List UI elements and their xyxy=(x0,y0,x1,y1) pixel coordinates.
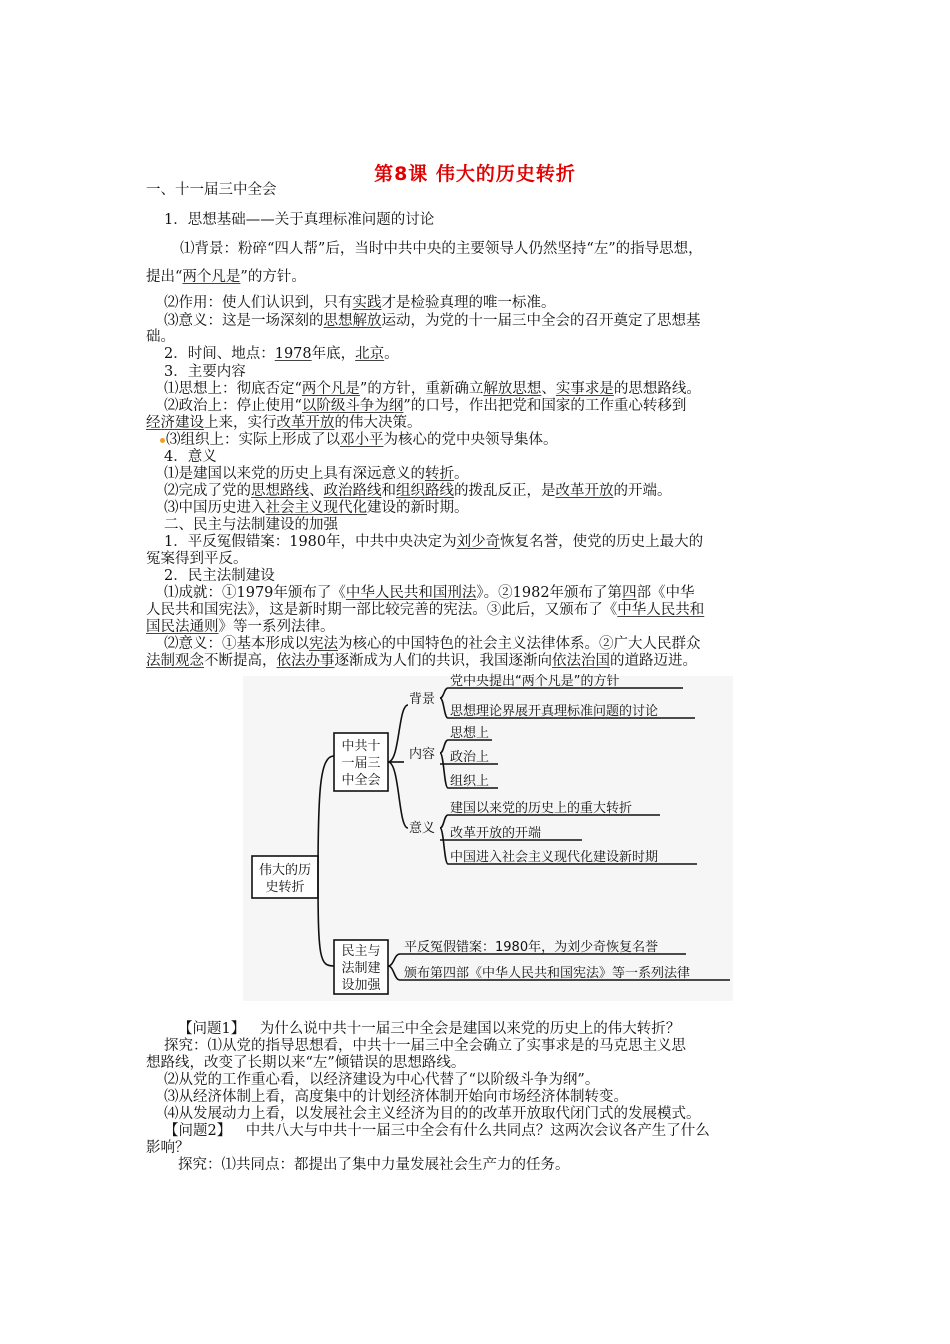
rehabilitation-line-2: 冤案得到平反。 xyxy=(146,551,248,567)
section-heading-2: 二、民主与法制建设的加强 xyxy=(164,517,338,533)
legal-significance-line-1: ⑵意义：①基本形成以宪法为核心的中国特色的社会主义法律体系。②广大人民群众 xyxy=(164,636,701,652)
content-label: 内容 xyxy=(409,747,436,762)
content-leaf-3: 组织上 xyxy=(450,774,490,789)
answer-1-line-3: ⑵从党的工作重心看，以经济建设为中心代替了“以阶级斗争为纲”。 xyxy=(164,1072,600,1088)
root-label-2: 史转折 xyxy=(265,880,305,895)
significance-label: 意义 xyxy=(409,821,436,836)
section-heading-1: 一、十一届三中全会 xyxy=(146,182,277,198)
question-2-line-2: 影响？ xyxy=(146,1140,190,1156)
significance-line-1: ⑶意义：这是一场深刻的思想解放运动，为党的十一届三中全会的召开奠定了思想基 xyxy=(164,313,701,329)
role-line: ⑵作用：使人们认识到，只有实践才是检验真理的唯一标准。 xyxy=(164,295,556,311)
significance-item-1: ⑴是建国以来党的历史上具有深远意义的转折。 xyxy=(164,466,469,482)
achievement-line-3: 国民法通则》等一系列法律。 xyxy=(146,619,335,635)
significance-item-2: ⑵完成了党的思想路线、政治路线和组织路线的拨乱反正，是改革开放的开端。 xyxy=(164,483,672,499)
plenum-label-1: 中共十 xyxy=(341,739,381,754)
lesson-title: 第8课 伟大的历史转折 xyxy=(374,163,576,185)
content-thought-line: ⑴思想上：彻底否定“两个凡是”的方针，重新确立解放思想、实事求是的思想路线。 xyxy=(164,381,701,397)
legal-significance-line-2: 法制观念不断提高，依法办事逐渐成为人们的共识，我国逐渐向依法治国的道路迈进。 xyxy=(146,653,697,669)
content-politics-line-2: 经济建设上来，实行改革开放的伟大决策。 xyxy=(146,415,422,431)
answer-2-line-1: 探究：⑴共同点：都提出了集中力量发展社会生产力的任务。 xyxy=(178,1157,570,1173)
plenum-label-3: 中全会 xyxy=(341,773,381,788)
rehabilitation-line-1: 1．平反冤假错案：1980年，中共中央决定为刘少奇恢复名誉，使党的历史上最大的 xyxy=(164,534,704,550)
achievement-line-1: ⑴成就：①1979年颁布了《中华人民共和国刑法》。②1982年颁布了第四部《中华 xyxy=(164,585,695,601)
plenum-label-2: 一届三 xyxy=(341,756,381,771)
legal-label-3: 设加强 xyxy=(341,978,381,993)
background-leaf-1: 党中央提出“两个凡是”的方针 xyxy=(450,674,620,689)
content-organization-line: ⑶组织上：实际上形成了以邓小平为核心的党中央领导集体。 xyxy=(160,431,558,449)
significance-line-2: 础。 xyxy=(146,329,175,345)
significance-leaf-1: 建国以来党的历史上的重大转折 xyxy=(450,801,633,816)
background-leaf-2: 思想理论界展开真理标准问题的讨论 xyxy=(450,704,659,719)
subheading-thought-basis: 1．思想基础——关于真理标准问题的讨论 xyxy=(164,212,435,228)
background-line-2: 提出“两个凡是”的方针。 xyxy=(146,269,306,285)
legal-label-1: 民主与 xyxy=(341,944,381,959)
significance-leaf-3: 中国进入社会主义现代化建设新时期 xyxy=(450,850,659,865)
answer-1-line-2: 想路线，改变了长期以来“左”倾错误的思想路线。 xyxy=(146,1055,466,1071)
answer-1-line-1: 探究：⑴从党的指导思想看，中共十一届三中全会确立了实事求是的马克思主义思 xyxy=(164,1038,686,1054)
answer-1-line-4: ⑶从经济体制上看，高度集中的计划经济体制开始向市场经济体制转变。 xyxy=(164,1089,628,1105)
significance-item-3: ⑶中国历史进入社会主义现代化建设的新时期。 xyxy=(164,500,469,516)
question-2-line-1: 【问题2】 中共八大与中共十一届三中全会有什么共同点？这两次会议各产生了什么 xyxy=(164,1123,710,1139)
content-leaf-2: 政治上 xyxy=(450,750,490,765)
legal-leaf-2: 颁布第四部《中华人民共和国宪法》等一系列法律 xyxy=(404,966,691,981)
subheading-significance: 4．意义 xyxy=(164,449,217,465)
background-label: 背景 xyxy=(409,692,436,707)
content-leaf-1: 思想上 xyxy=(450,726,490,741)
significance-leaf-2: 改革开放的开端 xyxy=(450,826,542,841)
question-1-line: 【问题1】 为什么说中共十一届三中全会是建国以来党的历史上的伟大转折？ xyxy=(178,1021,681,1037)
content-politics-line-1: ⑵政治上：停止使用“以阶级斗争为纲”的口号，作出把党和国家的工作重心转移到 xyxy=(164,398,687,414)
answer-1-line-5: ⑷从发展动力上看，以发展社会主义经济为目的的改革开放取代闭门式的发展模式。 xyxy=(164,1106,701,1122)
subheading-legal: 2．民主法制建设 xyxy=(164,568,275,584)
legal-leaf-1: 平反冤假错案：1980年，为刘少奇恢复名誉 xyxy=(404,940,659,955)
root-label-1: 伟大的历 xyxy=(258,863,312,878)
achievement-line-2: 人民共和国宪法》，这是新时期一部比较完善的宪法。③此后，又颁布了《中华人民共和 xyxy=(146,602,705,618)
background-line-1: ⑴背景：粉碎“四人帮”后，当时中共中央的主要领导人仍然坚持“左”的指导思想， xyxy=(180,241,703,257)
time-place-line: 2．时间、地点：1978年底，北京。 xyxy=(164,346,399,362)
legal-label-2: 法制建 xyxy=(341,961,381,976)
subheading-content: 3．主要内容 xyxy=(164,364,246,380)
